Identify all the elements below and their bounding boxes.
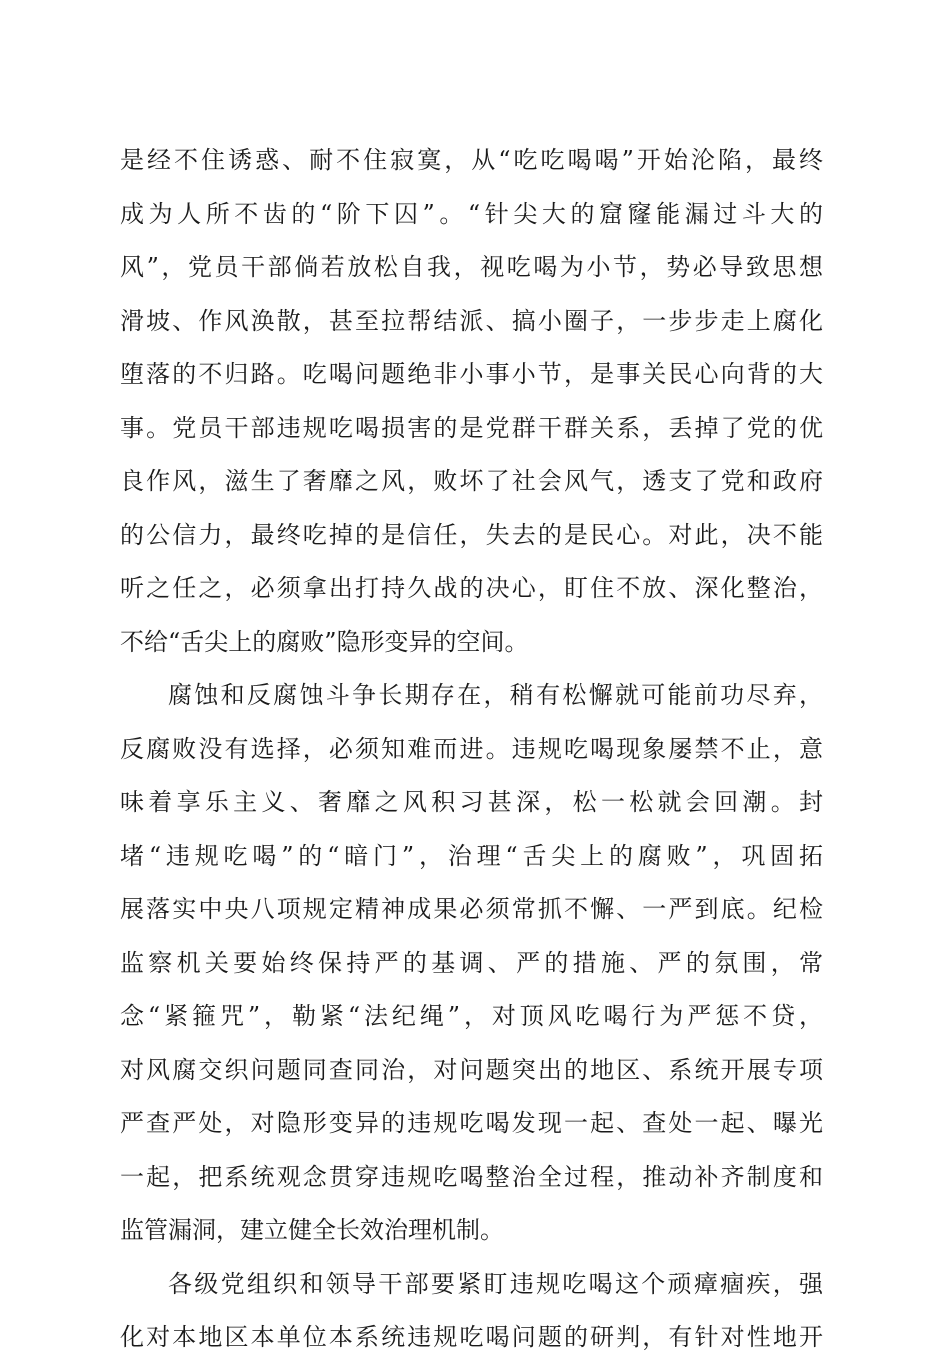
text-line: 是经不住诱惑、耐不住寂寞，从“吃吃喝喝”开始沦陷，最终 [120, 146, 823, 174]
text-line: 事。党员干部违规吃喝损害的是党群干群关系，丢掉了党的优 [120, 413, 823, 442]
text-line: 展落实中央八项规定精神成果必须常抓不懈、一严到底。纪检 [120, 895, 823, 923]
text-line: 听之任之，必须拿出打持久战的决心，盯住不放、深化整治， [120, 574, 823, 602]
text-line: 监管漏洞，建立健全长效治理机制。 [120, 1216, 504, 1244]
text-line: 反腐败没有选择，必须知难而进。违规吃喝现象屡禁不止，意 [120, 734, 823, 763]
text-line: 味着享乐主义、奢靡之风积习甚深，松一松就会回潮。封 [120, 788, 823, 816]
text-line: 良作风，滋生了奢靡之风，败坏了社会风气，透支了党和政府 [120, 467, 823, 495]
text-line: 风”，党员干部倘若放松自我，视吃喝为小节，势必导致思想 [120, 253, 823, 281]
text-line: 念“紧箍咒”，勒紧“法纪绳”，对顶风吃喝行为严惩不贷， [120, 1002, 823, 1030]
text-line: 成为人所不齿的“阶下囚”。“针尖大的窟窿能漏过斗大的 [120, 199, 823, 228]
text-line: 各级党组织和领导干部要紧盯违规吃喝这个顽瘴痼疾，强 [168, 1269, 823, 1298]
text-line: 化对本地区本单位本系统违规吃喝问题的研判，有针对性地开 [120, 1323, 823, 1351]
text-line: 对风腐交织问题同查同治，对问题突出的地区、系统开展专项 [120, 1055, 823, 1084]
paragraph-1 [120, 134, 823, 669]
text-line: 的公信力，最终吃掉的是信任，失去的是民心。对此，决不能 [120, 520, 823, 549]
text-line: 严查严处，对隐形变异的违规吃喝发现一起、查处一起、曝光 [120, 1109, 823, 1137]
paragraph-3 [120, 1258, 823, 1365]
paragraph-2 [120, 669, 823, 1258]
text-line: 滑坡、作风涣散，甚至拉帮结派、搞小圈子，一步步走上腐化 [120, 306, 823, 335]
text-line: 一起，把系统观念贯穿违规吃喝整治全过程，推动补齐制度和 [120, 1162, 823, 1191]
body-text [120, 134, 823, 1365]
text-line: 监察机关要始终保持严的基调、严的措施、严的氛围，常 [120, 948, 823, 977]
text-line: 堕落的不归路。吃喝问题绝非小事小节，是事关民心向背的大 [120, 360, 823, 388]
text-line: 不给“舌尖上的腐败”隐形变异的空间。 [120, 627, 529, 656]
text-line: 腐蚀和反腐蚀斗争长期存在，稍有松懈就可能前功尽弃， [168, 681, 823, 709]
text-line: 堵“违规吃喝”的“暗门”，治理“舌尖上的腐败”，巩固拓 [120, 841, 823, 870]
